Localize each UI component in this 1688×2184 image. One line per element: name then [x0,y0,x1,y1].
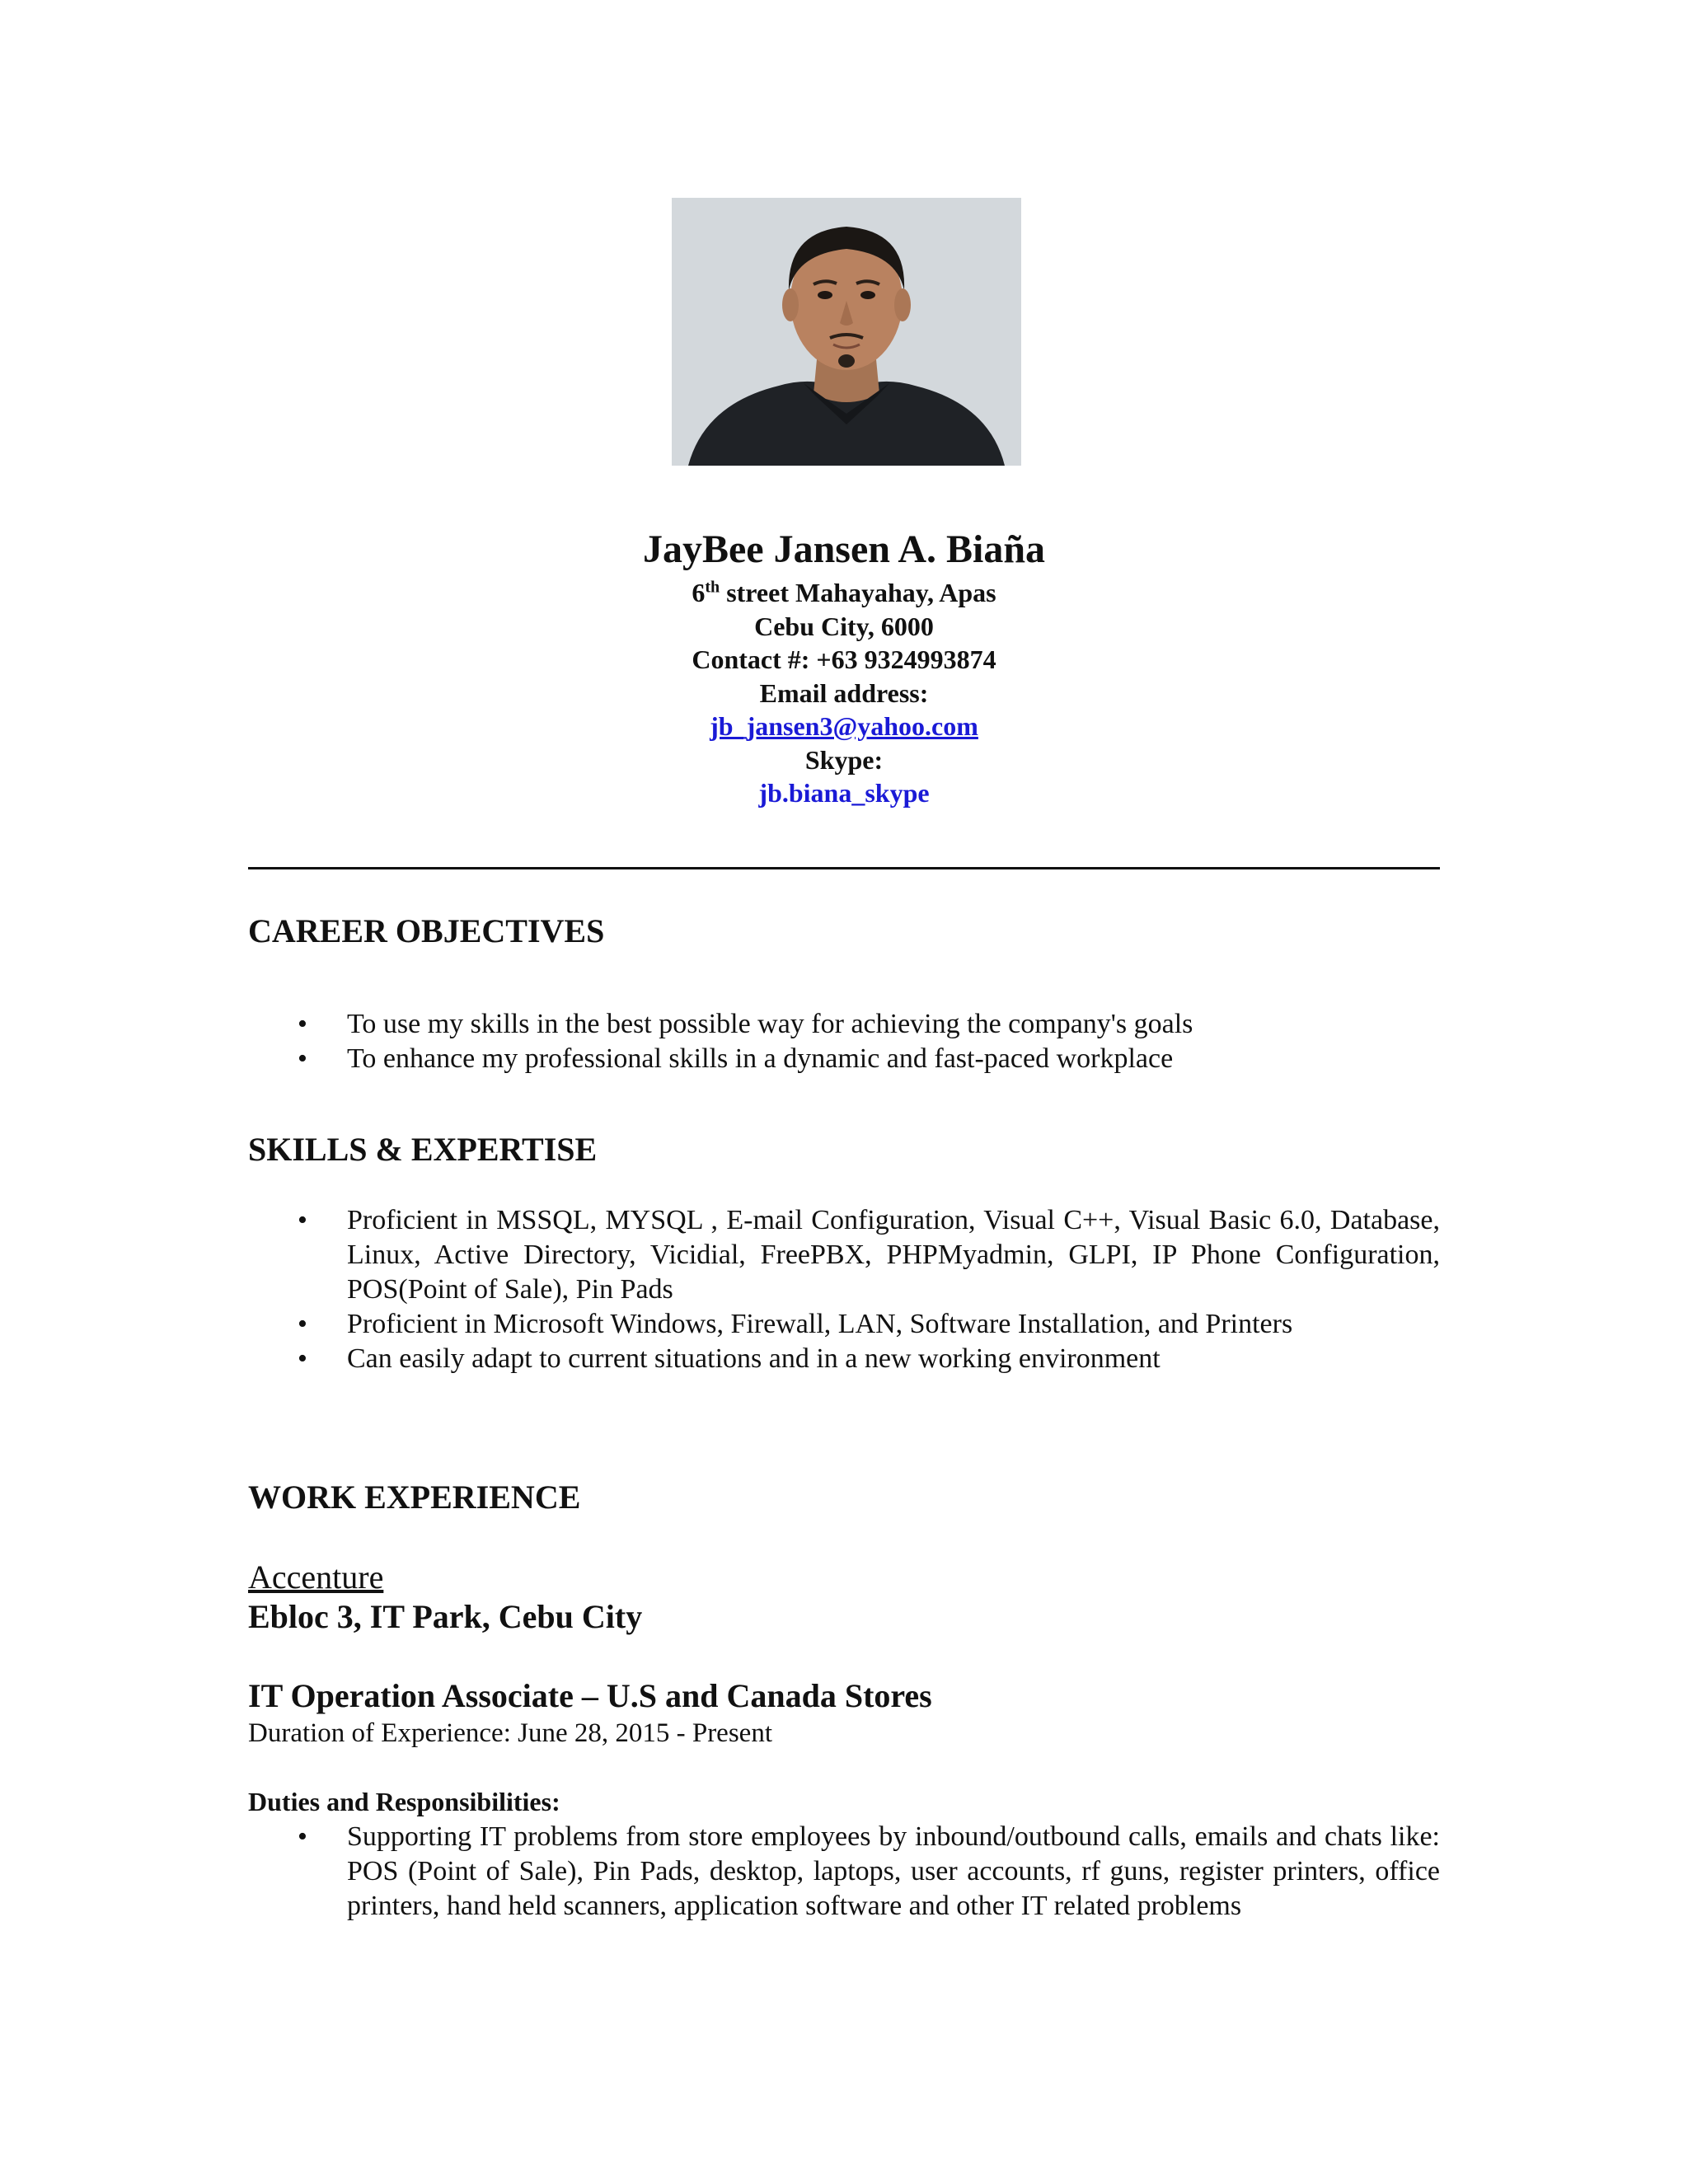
list-item: • To enhance my professional skills in a dynamic and fast-paced workplace [248,1042,1440,1076]
duties-list [248,1820,1440,1924]
profile-photo-image [672,198,1021,466]
profile-photo [672,198,1021,466]
company-location: Ebloc 3, IT Park, Cebu City [248,1598,643,1635]
job-title: IT Operation Associate – U.S and Canada Stores [248,1677,932,1714]
address-line-1 [0,576,1688,610]
skills-list [248,1203,1440,1376]
list-item: • Proficient in MSSQL, MYSQL , E-mail Configuration, Visual C++, Visual Basic 6.0, Database, Linux, Active Directory, Vicidial, FreePBX, PHPMyadmin, GLPI, IP Phone Configuration, POS(Point of Sale), Pin Pads [248,1203,1440,1307]
address-street: street Mahayahay, Apas [720,578,996,607]
career-objectives-heading: CAREER OBJECTIVES [248,912,605,949]
skype-id: jb.biana_skype [758,778,930,808]
job-duration: Duration of Experience: June 28, 2015 - Present [248,1718,772,1748]
duties-heading: Duties and Responsibilities: [248,1787,560,1816]
email-link[interactable]: jb_jansen3@yahoo.com [710,711,978,741]
header-divider [248,867,1440,869]
address-line-2: Cebu City, 6000 [754,611,934,641]
company-name: Accenture [248,1558,384,1596]
list-item: • To use my skills in the best possible way for achieving the company's goals [248,1007,1440,1042]
contact-header [0,523,1688,810]
list-item: • Supporting IT problems from store employees by inbound/outbound calls, emails and chats like: POS (Point of Sale), Pin Pads, desktop, laptops, user accounts, rf guns, register printers, office printers, hand held scanners, application software and other IT related problems [248,1820,1440,1924]
email-label: Email address: [759,677,929,708]
career-objectives-list [248,1007,1440,1076]
work-experience-heading: WORK EXPERIENCE [248,1479,581,1516]
contact-number: Contact #: +63 9324993874 [692,644,996,674]
list-item: • Proficient in Microsoft Windows, Firewall, LAN, Software Installation, and Printers [248,1307,1440,1342]
skills-heading: SKILLS & EXPERTISE [248,1131,598,1168]
address-number: 6 [692,578,706,607]
address-ordinal: th [705,578,720,597]
list-item: • Can easily adapt to current situations and in a new working environment [248,1342,1440,1376]
applicant-name: JayBee Jansen A. Biaña [642,527,1046,571]
skype-label: Skype: [804,744,884,775]
